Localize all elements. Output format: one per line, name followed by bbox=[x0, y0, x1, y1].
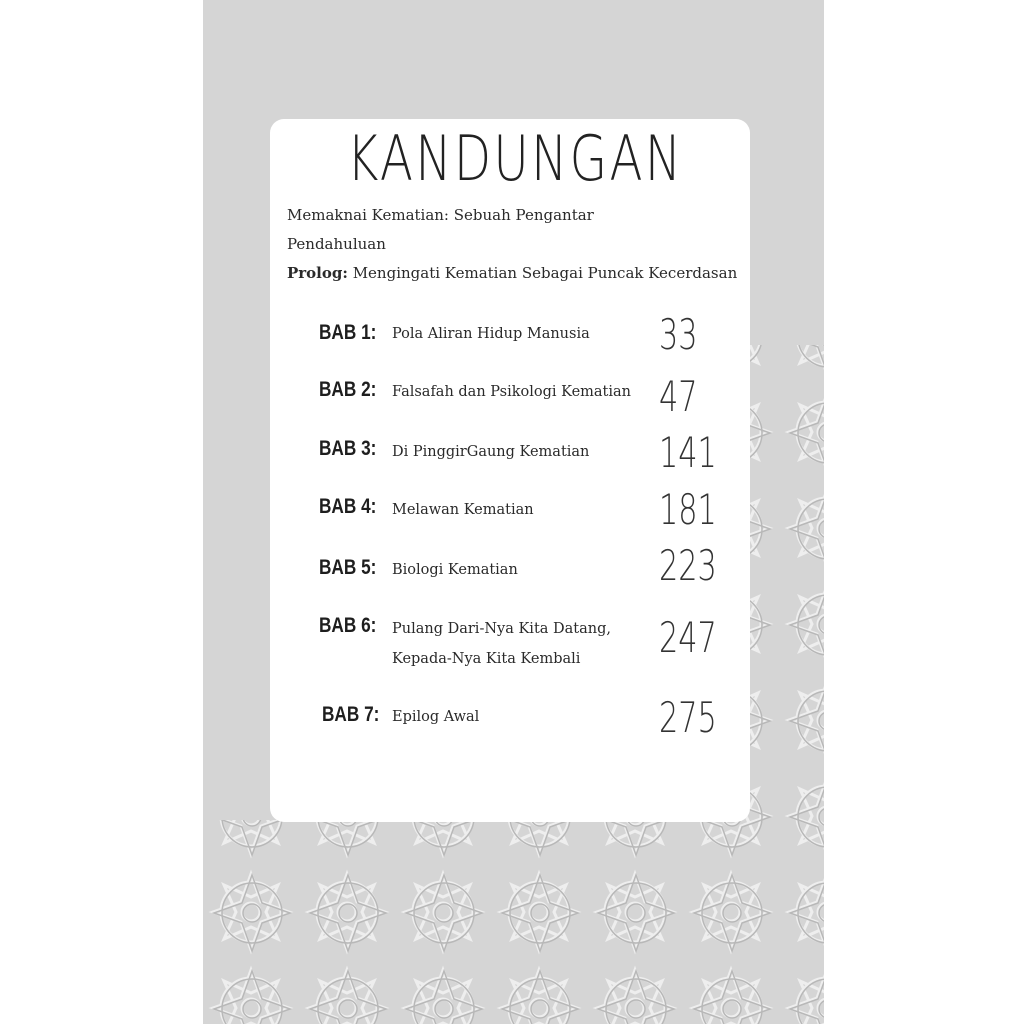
chapter-page-number: 141 bbox=[659, 428, 717, 477]
chapter-page-number: 181 bbox=[659, 485, 717, 534]
chapter-title-line-2: Kepada-Nya Kita Kembali bbox=[392, 651, 581, 667]
chapter-page-number: 33 bbox=[659, 310, 698, 359]
chapter-page-number: 223 bbox=[659, 541, 717, 590]
intro-item-2: Pendahuluan bbox=[287, 235, 386, 253]
chapter-page-number: 247 bbox=[659, 613, 717, 662]
chapter-label: BAB 1: bbox=[319, 321, 377, 344]
chapter-label: BAB 3: bbox=[319, 437, 377, 460]
prolog-text: Mengingati Kematian Sebagai Puncak Kecerdasan bbox=[347, 264, 738, 282]
chapter-page-number: 275 bbox=[659, 693, 717, 742]
chapter-title: Di PinggirGaung Kematian bbox=[392, 444, 590, 460]
chapter-page-number: 47 bbox=[659, 372, 698, 421]
chapter-label: BAB 2: bbox=[319, 378, 377, 401]
chapter-title: Pulang Dari-Nya Kita Datang, bbox=[392, 621, 612, 637]
chapter-label: BAB 7: bbox=[322, 703, 380, 726]
chapter-title: Biologi Kematian bbox=[392, 562, 518, 578]
chapter-label: BAB 6: bbox=[319, 614, 377, 637]
chapter-title: Pola Aliran Hidup Manusia bbox=[392, 326, 590, 342]
chapter-title: Falsafah dan Psikologi Kematian bbox=[392, 384, 632, 400]
chapter-label: BAB 5: bbox=[319, 556, 377, 579]
chapter-label: BAB 4: bbox=[319, 495, 377, 518]
chapter-title: Melawan Kematian bbox=[392, 502, 534, 518]
intro-item-3 bbox=[287, 266, 737, 281]
page-title: KANDUNGAN bbox=[346, 122, 684, 195]
chapter-title: Epilog Awal bbox=[392, 709, 480, 725]
intro-item-1: Memaknai Kematian: Sebuah Pengantar bbox=[287, 206, 594, 224]
prolog-label: Prolog: bbox=[287, 264, 348, 282]
